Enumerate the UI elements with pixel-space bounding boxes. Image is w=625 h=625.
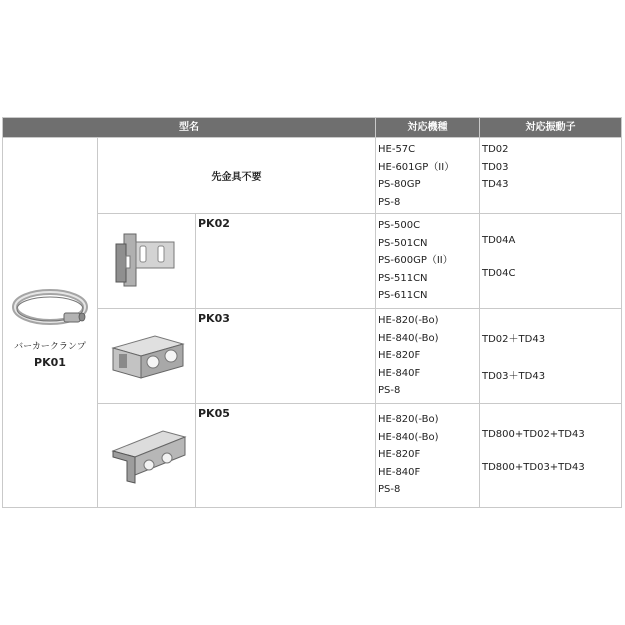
device-list (376, 138, 480, 214)
transducer-list (480, 404, 622, 508)
pk03-bracket-image (107, 326, 187, 382)
list-item: TD02＋TD43 (482, 334, 546, 345)
list-item: TD04A (482, 235, 516, 246)
list-item: HE-820F (378, 449, 421, 461)
list-item: PS-8 (378, 484, 401, 496)
table-row (3, 138, 622, 214)
clamp-cell (3, 138, 98, 508)
list-item: TD43 (482, 179, 509, 191)
list-item: TD03＋TD43 (482, 371, 546, 382)
list-item: HE-820(-Bo) (378, 315, 439, 326)
list-item: HE-840(-Bo) (378, 332, 439, 344)
hose-clamp-image (10, 285, 90, 329)
list-item: HE-601GP（II） (378, 161, 455, 173)
list-item: TD02 (482, 144, 509, 155)
list-item: PS-611CN (378, 290, 428, 302)
device-list (376, 214, 480, 309)
list-item: HE-840F (378, 367, 421, 379)
list-item: TD03 (482, 161, 509, 173)
header-model: 型名 (3, 118, 376, 138)
list-item: PS-511CN (378, 272, 428, 284)
pk05-label: PK05 (196, 404, 376, 508)
list-item: TD04C (482, 268, 516, 279)
device-list (376, 309, 480, 404)
transducer-list (480, 138, 622, 214)
list-item: PS-8 (378, 385, 401, 397)
pk03-image-cell (98, 309, 196, 404)
list-item: TD800+TD03+TD43 (482, 462, 585, 473)
pk05-bracket-image (105, 421, 189, 487)
compatibility-table (2, 117, 622, 508)
transducer-list (480, 214, 622, 309)
device-list (376, 404, 480, 508)
list-item: PS-501CN (378, 237, 428, 249)
header-row (3, 118, 622, 138)
list-item: PS-600GP（II） (378, 255, 453, 267)
transducer-list (480, 309, 622, 404)
clamp-caption: バーカークランプ (14, 341, 86, 352)
pk05-image-cell (98, 404, 196, 508)
list-item: HE-840(-Bo) (378, 431, 439, 443)
list-item: PS-80GP (378, 179, 421, 191)
list-item: HE-820F (378, 350, 421, 362)
list-item: PS-500C (378, 220, 421, 231)
pk03-label: PK03 (196, 309, 376, 404)
list-item: PS-8 (378, 196, 401, 208)
header-devices: 対応機種 (376, 118, 480, 138)
pk02-image-cell (98, 214, 196, 309)
pk02-label: PK02 (196, 214, 376, 309)
list-item: HE-820(-Bo) (378, 414, 439, 425)
clamp-model: PK01 (34, 355, 66, 369)
pk02-bracket-image (110, 224, 184, 294)
list-item: HE-840F (378, 466, 421, 478)
no-fitting-cell: 先金具不要 (98, 138, 376, 214)
list-item: HE-57C (378, 144, 416, 155)
list-item: TD800+TD02+TD43 (482, 429, 585, 440)
header-transducers: 対応振動子 (480, 118, 622, 138)
